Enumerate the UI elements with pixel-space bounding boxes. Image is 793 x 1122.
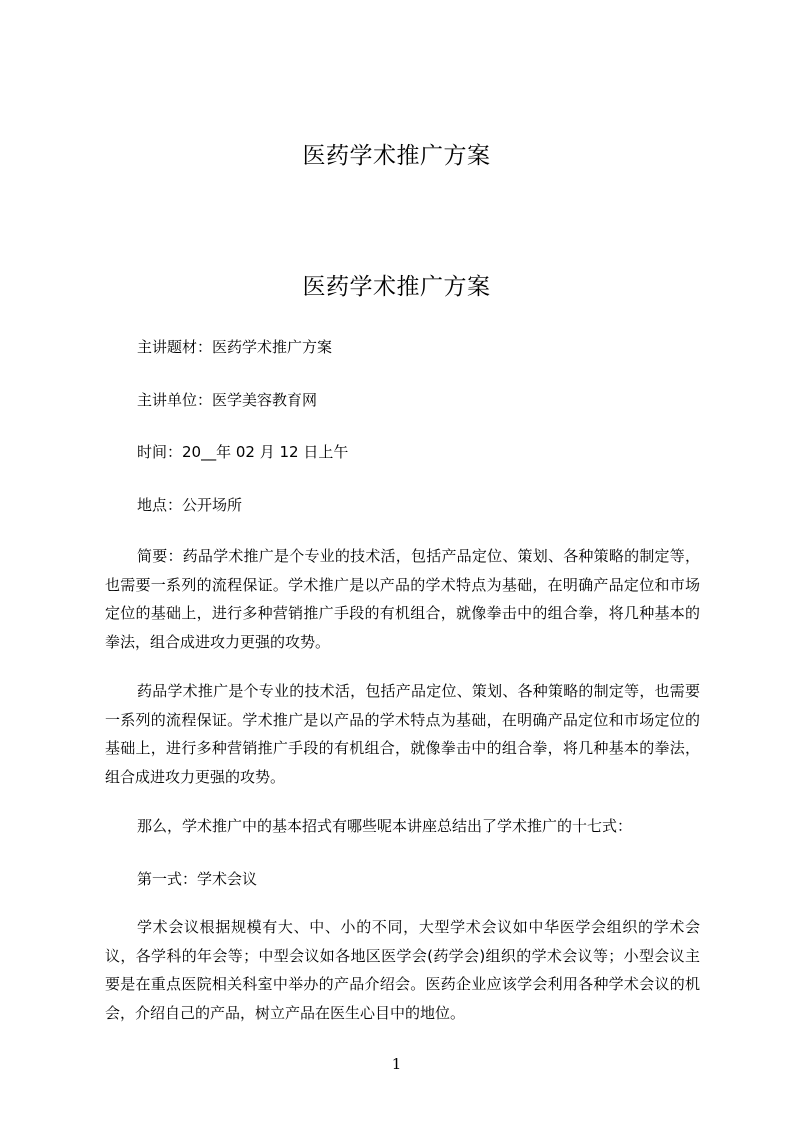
- intro-question: 那么，学术推广中的基本招式有哪些呢本讲座总结出了学术推广的十七式：: [137, 817, 633, 835]
- document-title-top: 医药学术推广方案: [302, 143, 491, 169]
- meta-place: 地点：公开场所: [137, 496, 243, 514]
- conference-paragraph: 学术会议根据规模有大、中、小的不同，大型学术会议如中华医学会组织的学术会议，各学科的年会等；中型会议如各地区医学会(药学会)组织的学术会议等；小型会议主要是在重点医院相关科室中举办的产品介绍会。医药企业应该学会利用各种学术会议的机会，介绍自己的产品，树立产品在医生心目中的地位。: [105, 918, 700, 1022]
- page-number: 1: [391, 1055, 402, 1073]
- summary-paragraph: 简要：药品学术推广是个专业的技术活，包括产品定位、策划、各种策略的制定等，也需要一系列的流程保证。学术推广是以产品的学术特点为基础，在明确产品定位和市场定位的基础上，进行多种营销推广手段的有机组合，就像拳击中的组合拳，将几种基本的拳法，组合成进攻力更强的攻势。: [105, 547, 700, 651]
- body-paragraph: 药品学术推广是个专业的技术活，包括产品定位、策划、各种策略的制定等，也需要一系列的流程保证。学术推广是以产品的学术特点为基础，在明确产品定位和市场定位的基础上，进行多种营销推广手段的有机组合，就像拳击中的组合拳，将几种基本的拳法，组合成进攻力更强的攻势。: [105, 682, 700, 786]
- document-title-main: 医药学术推广方案: [302, 274, 491, 300]
- meta-time: 时间：20__年 02 月 12 日上午: [137, 443, 349, 461]
- meta-unit: 主讲单位：医学美容教育网: [137, 391, 318, 409]
- section-heading-method: 第一式：学术会议: [137, 870, 258, 888]
- meta-topic: 主讲题材：医药学术推广方案: [137, 338, 333, 356]
